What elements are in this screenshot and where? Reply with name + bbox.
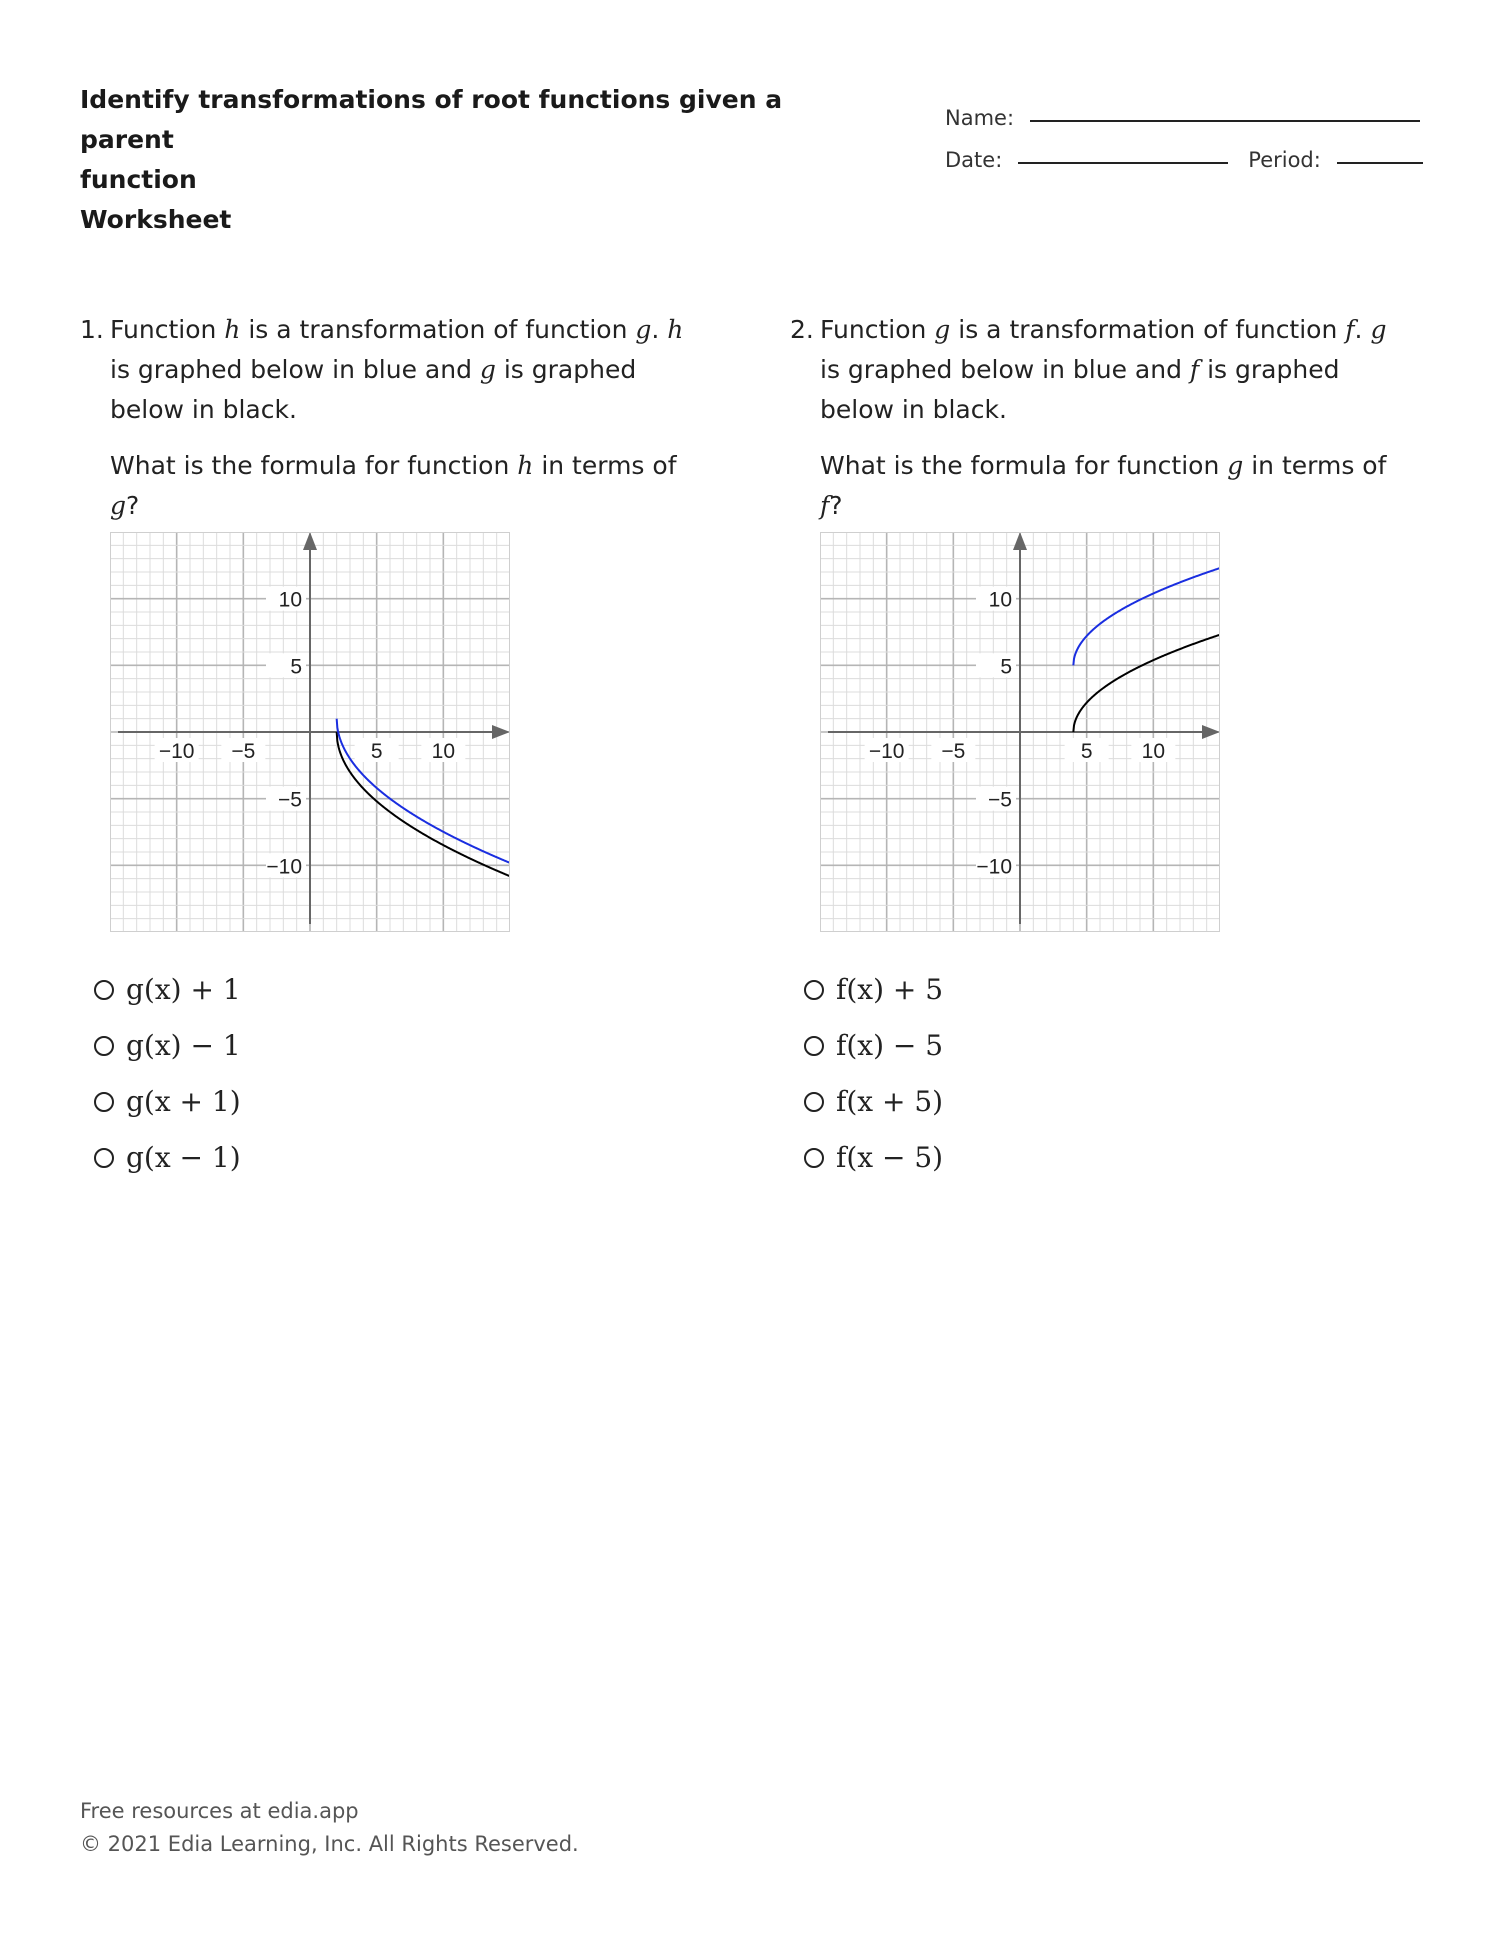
- math-variable: f: [1189, 355, 1200, 384]
- option-b[interactable]: [94, 1018, 700, 1074]
- option-c[interactable]: [804, 1074, 1410, 1130]
- x-tick-label: 10: [431, 740, 456, 763]
- option-label: g(x) + 1: [126, 973, 241, 1006]
- text-segment: ?: [126, 491, 140, 520]
- question-text: [110, 310, 700, 430]
- y-tick-label: −5: [988, 788, 1012, 812]
- math-variable: h: [667, 315, 684, 344]
- footer: [80, 1795, 579, 1861]
- y-tick-label: 5: [1000, 655, 1012, 679]
- x-tick-label: −10: [158, 740, 195, 763]
- curve-g: [1073, 568, 1219, 665]
- text-segment: in terms of: [533, 451, 677, 480]
- radio-button[interactable]: [94, 1148, 114, 1168]
- text-segment: is a transformation of function: [240, 315, 636, 344]
- option-d[interactable]: [804, 1130, 1410, 1186]
- option-b[interactable]: [804, 1018, 1410, 1074]
- radio-button[interactable]: [804, 980, 824, 1000]
- option-d[interactable]: [94, 1130, 700, 1186]
- radio-button[interactable]: [804, 1148, 824, 1168]
- text-segment: Function: [820, 315, 935, 344]
- option-label: g(x) − 1: [126, 1029, 241, 1062]
- text-segment: is graphed below in blue and: [820, 355, 1190, 384]
- math-variable: f: [820, 491, 830, 520]
- graph-2: [820, 532, 1220, 932]
- date-field[interactable]: [1018, 162, 1228, 164]
- option-label: f(x + 5): [836, 1085, 944, 1118]
- text-segment: What is the formula for function: [820, 451, 1228, 480]
- x-tick-label: −5: [231, 740, 256, 763]
- radio-button[interactable]: [94, 980, 114, 1000]
- text-segment: is graphed below in blue and: [110, 355, 480, 384]
- y-axis-arrow: [303, 532, 317, 550]
- question-prompt: [110, 446, 700, 526]
- text-segment: .: [1354, 315, 1371, 344]
- question-text: [820, 310, 1410, 430]
- math-variable: f: [1345, 315, 1355, 344]
- name-field-row: [945, 88, 1425, 130]
- question-1: [80, 310, 700, 1186]
- answer-options: [94, 962, 700, 1186]
- y-tick-label: 10: [988, 588, 1012, 612]
- math-variable: h: [224, 315, 241, 344]
- y-tick-label: 5: [290, 655, 302, 679]
- x-tick-label: 5: [370, 740, 383, 763]
- y-tick-label: 10: [278, 588, 302, 612]
- option-label: f(x) + 5: [836, 973, 944, 1006]
- question-stem: [80, 310, 700, 430]
- period-field[interactable]: [1337, 162, 1423, 164]
- footer-copyright: © 2021 Edia Learning, Inc. All Rights Reserved.: [80, 1832, 579, 1856]
- question-number: 1.: [80, 315, 104, 344]
- worksheet-title-continued: function: [80, 165, 197, 194]
- footer-resources: Free resources at edia.app: [80, 1799, 359, 1823]
- text-segment: ?: [829, 491, 843, 520]
- x-tick-label: 10: [1141, 740, 1166, 763]
- text-segment: Function: [110, 315, 225, 344]
- radio-button[interactable]: [804, 1036, 824, 1056]
- date-label: Date:: [945, 148, 1003, 172]
- x-tick-label: 5: [1080, 740, 1093, 763]
- text-segment: is graphed below in black.: [110, 355, 637, 424]
- text-segment: What is the formula for function: [110, 451, 518, 480]
- curve-f: [1073, 635, 1219, 732]
- option-c[interactable]: [94, 1074, 700, 1130]
- option-a[interactable]: [94, 962, 700, 1018]
- question-prompt: [820, 446, 1410, 526]
- name-field[interactable]: [1030, 120, 1420, 122]
- y-tick-label: −5: [278, 788, 302, 812]
- math-variable: g: [635, 315, 652, 344]
- name-label: Name:: [945, 106, 1015, 130]
- x-tick-label: −10: [868, 740, 905, 763]
- text-segment: is graphed below in black.: [820, 355, 1340, 424]
- x-axis-arrow: [1202, 725, 1220, 739]
- question-number: 2.: [790, 315, 814, 344]
- text-segment: is a transformation of function: [950, 315, 1346, 344]
- option-label: f(x) − 5: [836, 1029, 944, 1062]
- title-block: [80, 80, 800, 240]
- radio-button[interactable]: [804, 1092, 824, 1112]
- option-label: g(x + 1): [126, 1085, 241, 1118]
- text-segment: in terms of: [1243, 451, 1387, 480]
- answer-options: [804, 962, 1410, 1186]
- radio-button[interactable]: [94, 1092, 114, 1112]
- period-label: Period:: [1248, 148, 1321, 172]
- option-label: f(x − 5): [836, 1141, 944, 1174]
- student-info-fields: [945, 88, 1425, 172]
- date-period-row: [945, 130, 1425, 172]
- graph-1: [110, 532, 510, 932]
- option-label: g(x − 1): [126, 1141, 241, 1174]
- question-2: [790, 310, 1410, 1186]
- option-a[interactable]: [804, 962, 1410, 1018]
- math-variable: g: [110, 491, 127, 520]
- y-axis-arrow: [1013, 532, 1027, 550]
- x-tick-label: −5: [941, 740, 966, 763]
- text-segment: .: [651, 315, 668, 344]
- x-axis-arrow: [492, 725, 510, 739]
- math-variable: g: [934, 315, 951, 344]
- worksheet-title: Identify transformations of root functions given a parent: [80, 85, 783, 154]
- y-tick-label: −10: [266, 855, 302, 879]
- radio-button[interactable]: [94, 1036, 114, 1056]
- worksheet-subtitle: Worksheet: [80, 205, 232, 234]
- question-stem: [790, 310, 1410, 430]
- math-variable: g: [1370, 315, 1387, 344]
- math-variable: g: [479, 355, 496, 384]
- y-tick-label: −10: [976, 855, 1012, 879]
- math-variable: g: [1227, 451, 1244, 480]
- math-variable: h: [517, 451, 534, 480]
